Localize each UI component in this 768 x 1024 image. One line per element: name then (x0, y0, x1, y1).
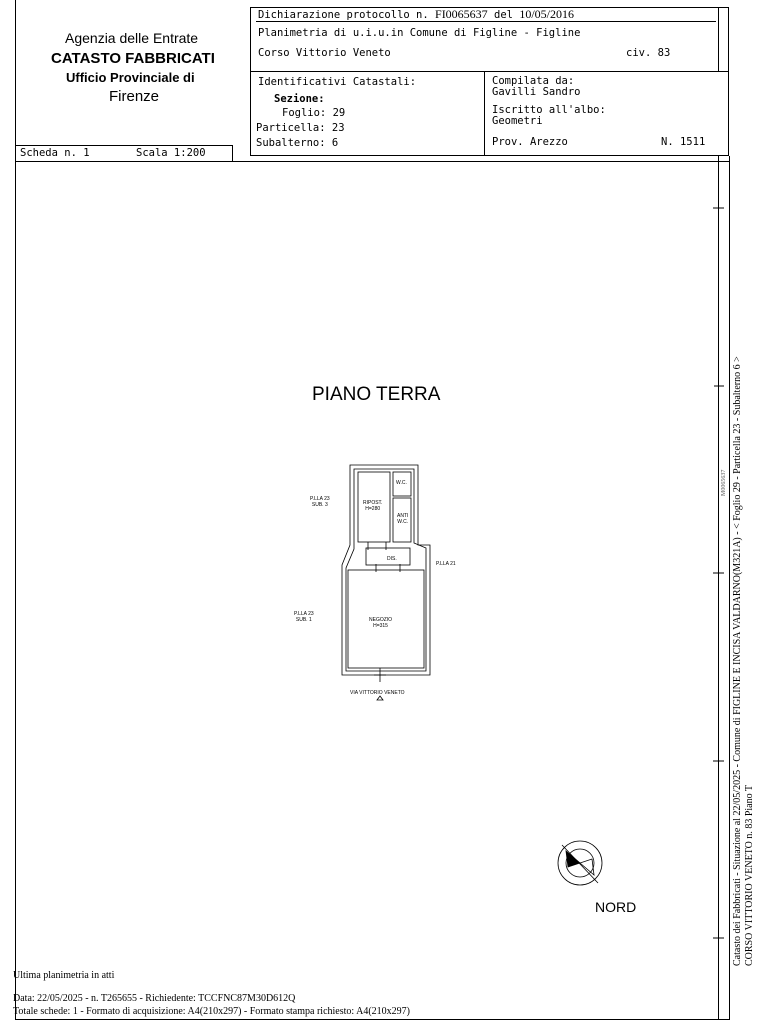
protocol-line (258, 8, 574, 21)
north-arrow-icon (554, 837, 606, 891)
floor-plan (280, 460, 460, 710)
scala-value: 200 (186, 147, 206, 159)
n-row (661, 136, 705, 148)
particella-value: 23 (331, 122, 345, 134)
north-label: NORD (595, 899, 637, 915)
subalterno-label: Subalterno: (256, 137, 326, 149)
footer-ultima: Ultima planimetria in atti (13, 970, 115, 981)
office-city: Firenze (109, 88, 160, 105)
planimetria-label: Planimetria di u.i.u.in Comune di (258, 27, 467, 39)
label-room-storage: RIPOST. H=280 (363, 500, 383, 512)
compiler-name: Gavilli Sandro (492, 86, 581, 98)
foglio-label: Foglio: (282, 107, 327, 119)
label-room-shop: NEGOZIO H=315 (369, 617, 393, 629)
protocol-underline (256, 21, 716, 22)
particella-label: Particella: (256, 122, 326, 134)
subalterno-row (256, 137, 338, 149)
side-stamp: M0065637 (721, 469, 727, 496)
header-inner-right-border (718, 7, 719, 71)
foglio-row (282, 107, 345, 119)
scala-row (136, 147, 206, 159)
civ-line (626, 47, 670, 59)
prov-value: Arezzo (529, 136, 568, 148)
sezione-label: Sezione: (274, 93, 325, 105)
office-line: Ufficio Provinciale di (66, 70, 195, 85)
drawing-top-border (233, 161, 729, 162)
side-text-line2: CORSO VITTORIO VENETO n. 83 Piano T (744, 784, 755, 966)
drawing-left-border (15, 162, 16, 1020)
n-value: 1511 (679, 136, 706, 148)
scheda-label: Scheda n. (20, 147, 77, 159)
agency-name: Agenzia delle Entrate (65, 30, 199, 46)
label-room-dis: DIS. (387, 556, 397, 562)
comune: Figline - Figline (472, 27, 581, 39)
prov-row (492, 136, 568, 148)
protocol-number: FI0065637 (435, 7, 488, 21)
albo-value: Geometri (492, 115, 543, 127)
compilata-label: Compilata da: (492, 75, 575, 87)
foglio-value: 29 (332, 107, 346, 119)
planimetria-line (258, 27, 580, 39)
iscritto-label: Iscritto all'albo: (492, 104, 606, 116)
n-label: N. (661, 136, 674, 148)
side-text-line1: Catasto dei Fabbricati - Situazione al 22/05/2025 - Comune di FIGLINE E INCISA VALDARNO(M321A) - < Foglio 29 - Particella 23 - Subalterno 6 > (732, 356, 743, 966)
header-column-divider (484, 71, 485, 156)
identifiers-title: Identificativi Catastali: (258, 76, 417, 88)
floor-title: PIANO TERRA (312, 384, 441, 405)
label-street: VIA VITTORIO VENETO (350, 690, 405, 696)
protocol-date: 10/05/2016 (519, 7, 574, 21)
scala-label: Scala 1: (136, 147, 187, 159)
subalterno-value: 6 (331, 137, 339, 149)
dichiarazione-label: Dichiarazione protocollo n. (258, 9, 429, 21)
label-neighbor-right: P.LLA 21 (436, 561, 456, 567)
civ-number: 83 (657, 47, 671, 59)
scheda-row (20, 147, 90, 159)
civ-label: civ. (626, 47, 652, 59)
del-label: del (494, 9, 513, 21)
label-neighbor-top: P.LLA 23 SUB. 3 (310, 496, 330, 508)
drawing-bottom-border (15, 1019, 729, 1020)
label-room-antiwc: ANTI W.C. (397, 513, 409, 525)
particella-row (256, 122, 345, 134)
address: Corso Vittorio Veneto (258, 47, 391, 59)
department-name: CATASTO FABBRICATI (51, 50, 215, 67)
plan-street-mark (377, 696, 383, 700)
label-neighbor-left: P.LLA 23 SUB. 1 (294, 611, 314, 623)
footer-totale-line: Totale schede: 1 - Formato di acquisizione: A4(210x297) - Formato stampa richiesto: A4(210x297) (13, 1006, 410, 1017)
header-left-border (15, 0, 16, 146)
prov-label: Prov. (492, 136, 524, 148)
label-room-wc: W.C. (396, 480, 407, 486)
scheda-number: 1 (83, 147, 90, 159)
header-divider (250, 71, 729, 72)
footer-data-line: Data: 22/05/2025 - n. T265655 - Richiedente: TCCFNC87M30D612Q (13, 993, 296, 1004)
